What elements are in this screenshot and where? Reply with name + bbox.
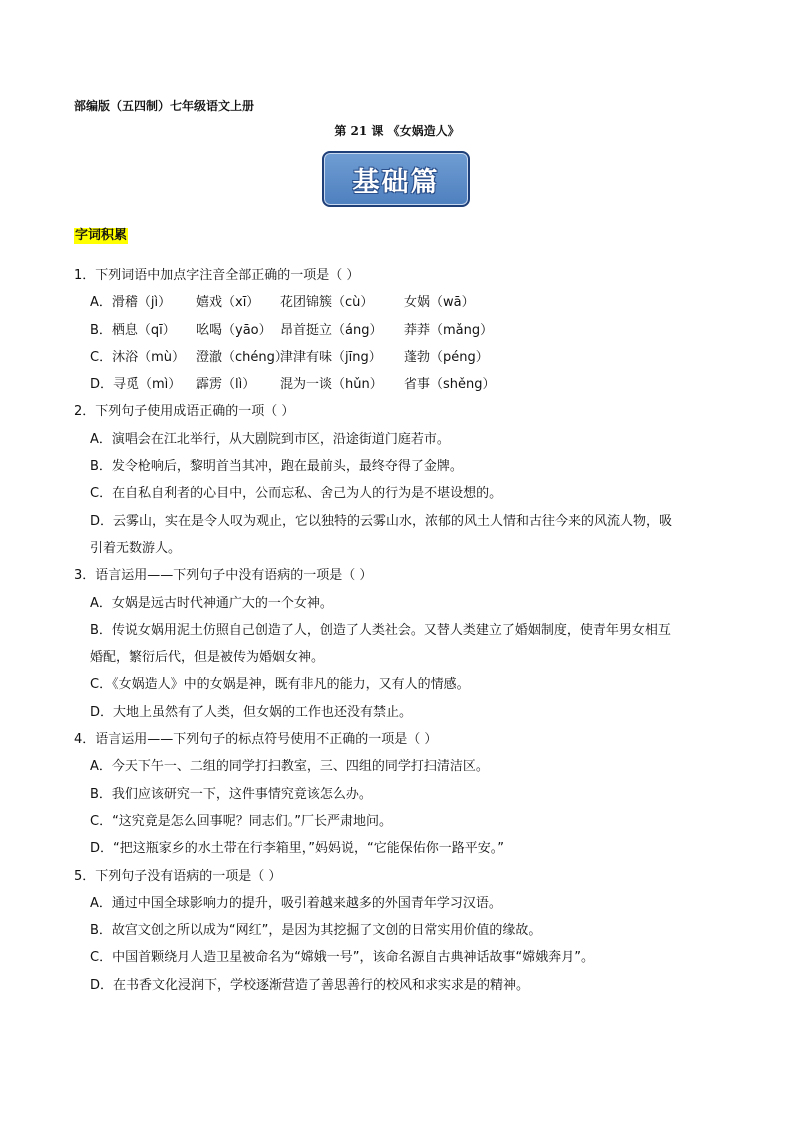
option-continuation: 婚配，繁衍后代，但是被传为婚姻女神。 xyxy=(90,650,325,666)
question-stem: 5．下列句子没有语病的一项是（ ） xyxy=(74,868,282,884)
question-stem: 3．语言运用——下列句子中没有语病的一项是（ ） xyxy=(74,568,373,584)
option-cell: 混为一谈（hǔn） xyxy=(280,377,383,393)
banner-label: 基础篇 xyxy=(352,166,440,198)
option: D．在书香文化浸润下，学校逐渐营造了善思善行的校风和求实求是的精神。 xyxy=(90,977,530,993)
option-cell: B．栖息（qī） xyxy=(90,322,176,338)
lesson-title: 第 21 课 《女娲造人》 xyxy=(334,124,460,138)
option-cell: 吆喝（yāo） xyxy=(196,322,272,338)
option: B．发令枪响后，黎明首当其冲，跑在最前头，最终夺得了金牌。 xyxy=(90,459,463,475)
question-stem: 4．语言运用——下列句子的标点符号使用不正确的一项是（ ） xyxy=(74,732,438,748)
option-cell: 花团锦簇（cù） xyxy=(280,295,374,311)
option-row xyxy=(74,289,734,316)
question-stem: 1．下列词语中加点字注音全部正确的一项是（ ） xyxy=(74,268,360,283)
option: B．故宫文创之所以成为“网红”，是因为其挖掘了文创的日常实用价值的缘故。 xyxy=(90,923,542,939)
option: A．今天下午一、二组的同学打扫教室，三、四组的同学打扫清洁区。 xyxy=(90,759,489,775)
option: C．“这究竟是怎么回事呢？同志们。”厂长严肃地问。 xyxy=(90,813,393,829)
option-cell: 莽莽（mǎng） xyxy=(404,322,494,338)
book-title: 部编版（五四制）七年级语文上册 xyxy=(74,99,255,113)
option: A．通过中国全球影响力的提升，吸引着越来越多的外国青年学习汉语。 xyxy=(90,895,502,911)
option: C．《女娲造人》中的女娲是神，既有非凡的能力，又有人的情感。 xyxy=(90,677,470,693)
option-cell: 嬉戏（xī） xyxy=(196,295,260,311)
option: B．我们应该研究一下，这件事情究竟该怎么办。 xyxy=(90,786,372,802)
option-cell: 女娲（wā） xyxy=(404,295,475,311)
option-cell: 澄澈（chéng） xyxy=(196,349,288,365)
option-cell: 津津有味（jīng） xyxy=(280,349,382,365)
option-cell: 霹雳（lì） xyxy=(196,377,256,393)
option-cell: A．滑稽（jì） xyxy=(90,295,172,311)
option-cell: 省事（shěng） xyxy=(404,377,496,393)
option-continuation: 引着无数游人。 xyxy=(90,540,182,556)
option-row xyxy=(74,371,734,398)
option: A．女娲是远古时代神通广大的一个女神。 xyxy=(90,595,333,611)
section-label: 字词积累 xyxy=(75,228,128,243)
option: B．传说女娲用泥土仿照自己创造了人，创造了人类社会。又替人类建立了婚姻制度，使青年男女相互 xyxy=(90,622,671,638)
level-banner xyxy=(322,151,470,207)
option: D．云雾山，实在是令人叹为观止，它以独特的云雾山水，浓郁的风土人情和古往今来的风流人物，吸 xyxy=(90,513,673,529)
option: C．中国首颗绕月人造卫星被命名为“嫦娥一号”，该命名源自古典神话故事“嫦娥奔月”。 xyxy=(90,950,595,966)
option-cell: D．寻觅（mì） xyxy=(90,377,182,393)
option: D．大地上虽然有了人类，但女娲的工作也还没有禁止。 xyxy=(90,704,413,720)
question-stem: 2．下列句子使用成语正确的一项（ ） xyxy=(74,404,295,420)
option-cell: 昂首挺立（áng） xyxy=(280,322,383,338)
option-row xyxy=(74,344,734,371)
option-row xyxy=(74,317,734,344)
option: C．在自私自利者的心目中，公而忘私、舍己为人的行为是不堪设想的。 xyxy=(90,486,503,502)
option-cell: 蓬勃（péng） xyxy=(404,349,489,365)
option-cell: C．沐浴（mù） xyxy=(90,349,185,365)
question-list xyxy=(74,262,734,999)
option: A．演唱会在江北举行，从大剧院到市区，沿途街道门庭若市。 xyxy=(90,431,450,447)
option: D．“把这瓶家乡的水土带在行李箱里，”妈妈说，“它能保佑你一路平安。” xyxy=(90,841,504,857)
